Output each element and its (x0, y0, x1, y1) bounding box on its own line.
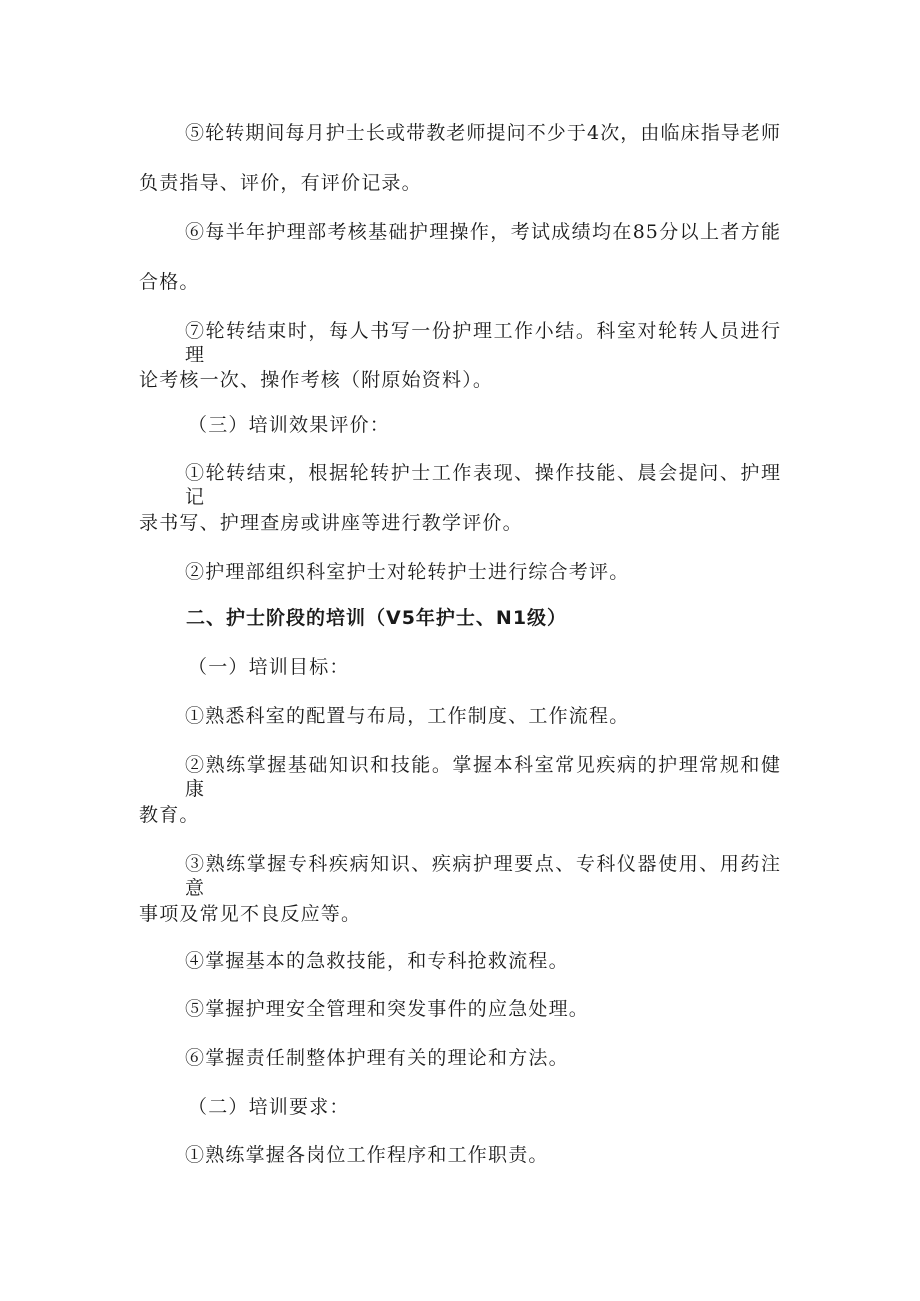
paragraph-line: 录书写、护理查房或讲座等进行教学评价。 (139, 512, 523, 534)
paragraph-line: ②护理部组织科室护士对轮转护士进行综合考评。 (185, 561, 630, 583)
section-subheading: （二）培训要求： (188, 1096, 350, 1118)
paragraph-line: ⑤轮转期间每月护士长或带教老师提问不少于4次，由临床指导老师 (185, 122, 781, 144)
paragraph-line: 教育。 (139, 804, 200, 826)
paragraph-line: ①熟练掌握各岗位工作程序和工作职责。 (185, 1144, 549, 1166)
section-subheading: （一）培训目标： (188, 656, 350, 678)
paragraph-line: 合格。 (139, 271, 200, 293)
paragraph-line: ⑥每半年护理部考核基础护理操作，考试成绩均在85分以上者方能 (185, 221, 781, 243)
paragraph-line: ⑥掌握责任制整体护理有关的理论和方法。 (185, 1047, 569, 1069)
paragraph-line: ②熟练掌握基础知识和技能。掌握本科室常见疾病的护理常规和健康 (185, 754, 781, 800)
paragraph-line: ①轮转结束，根据轮转护士工作表现、操作技能、晨会提问、护理记 (185, 462, 781, 508)
section-heading: 二、护士阶段的培训（V5年护士、N1级） (186, 607, 568, 629)
paragraph-line: ⑦轮转结束时，每人书写一份护理工作小结。科室对轮转人员进行理 (185, 320, 781, 366)
paragraph-line: 论考核一次、操作考核（附原始资料）。 (139, 369, 494, 391)
paragraph-line: ⑤掌握护理安全管理和突发事件的应急处理。 (185, 998, 590, 1020)
paragraph-line: ④掌握基本的急救技能，和专科抢救流程。 (185, 950, 569, 972)
paragraph-line: 负责指导、评价，有评价记录。 (139, 172, 422, 194)
paragraph-line: 事项及常见不良反应等。 (139, 903, 362, 925)
section-subheading: （三）培训效果评价： (188, 414, 391, 436)
paragraph-line: ③熟练掌握专科疾病知识、疾病护理要点、专科仪器使用、用药注意 (185, 853, 781, 899)
paragraph-line: ①熟悉科室的配置与布局，工作制度、工作流程。 (185, 705, 630, 727)
